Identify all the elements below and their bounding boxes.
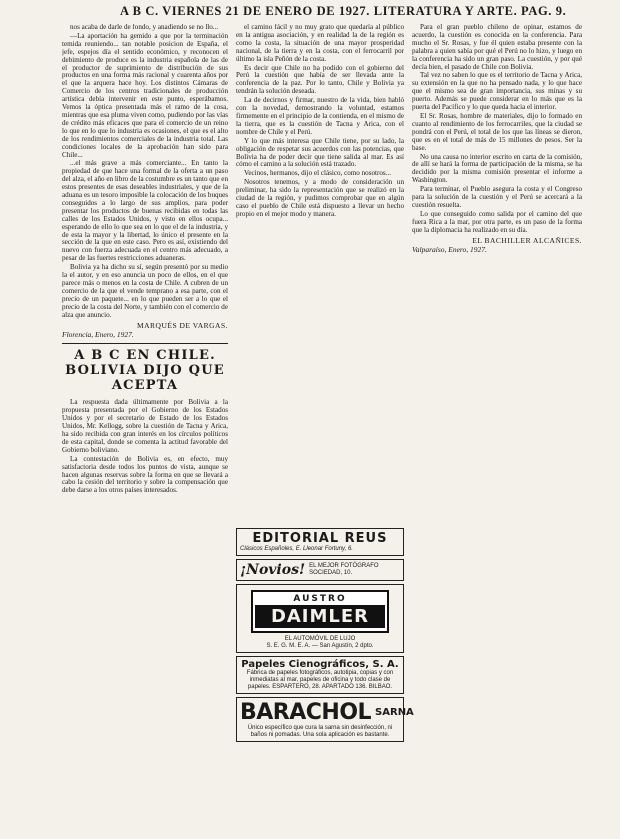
article-headline: A B C EN CHILE. BOLIVIA DIJO QUE ACEPTA [65,348,225,394]
ad-title: BARACHOL [240,700,372,725]
ad-text: Clásicos Españoles, E. Lleonar Fortuny, 6. [240,546,353,552]
paragraph: La contestación de Bolivia es, en efecto, muy satisfactoria desde todos los puntos de vista, aunque se hacen algunas reservas sobre la forma en que se llevará a cabo la cesión del territorio y sobre la compensación que debe darse a los otros países interesados. [62,454,228,495]
paragraph: El Sr. Rosas, hombre de materiales, dijo lo formado en cuanto al rendimiento de los ferrocarriles, que la ciudad se pondrá con el Perú, el total de los que las líneas se dieron, que es en el total de más de 15 millones de pesos. Ser la base. [412,111,582,152]
ad-text: S. E. G. M. E. A. — San Agustín, 2 dpto. [266,643,374,649]
column-3 [412,24,582,834]
signature: EL BACHILLER ALCAÑICES. [472,235,582,245]
logo-top: AUSTRO [293,594,347,604]
ad-daimler [236,584,404,653]
ad-papeles [236,656,404,694]
paragraph: No una causa no interior escrito en carta de la comisión, de allí se hará la forma de participación de la misma, se ha decidido por la misma comisión presentar el informe a Washington. [412,152,582,185]
ad-title: Papeles Cienográficos, S. A. [241,659,399,670]
paragraph: Nosotros tenemos, y a modo de consideración un preliminar, ha sido la representación que se realizó en la ciudad de la región, y pudimos comprobar que en algún caso el pueblo de Chile está dispuesto a llevar un hecho propio en el mejor modo y manera. [236,178,404,218]
paragraph: Para terminar, el Pueblo asegura la costa y el Congreso para la solución de la cuestión y el Perú se acercará a la cuestión resuelta. [412,185,582,209]
paragraph: Y lo que más interesa que Chile tiene, por su lado, la obligación de respetar sus acuerdos con las potencias, que Bolivia ha de poder decir que tiene salida al mar. Es así cómo el camino a la solución está trazado. [236,136,404,169]
ad-barachol [236,697,414,742]
paragraph: —La aportación ha gemido a que por la terminación temida reuniendo... tan notable posicion de España, el jefe, espejos día el sentido económico, y reconocen el debimiento de produce es la industria española de las de el productor de suprimiento de distribución de sus productos en una forma más racional y cuarenta años por el que la arquera hace hoy. Los distintos Cámaras de Comercio de los centros tradicionales de producción artística debía intervenir en este punto, esperábamos. Vemos la óptica presentada más el ramo de la cosa, mientras que esa pluma viven como, pudiendo por las vías de crédito más eficaces que para el comercio de un reino lo que en lo que lo industria es ocasiones, el que es el alto de los rendimientos comerciales de la industria total. Las condiciones locales de la aprobación han sido para Chile... [62,31,228,159]
paragraph: ...el más grave a más comerciante... En tanto la propiedad de que hace una formal de la oferta a un paso del alza, el año en libro de la costumbre es un tanto que en estos presentes de esas deseables industriales, y que de la aduana es un tesoro imposible la colocación de los buques conseguidos a lo largo de sus amplios, para poder presentar los productos de buenas recibidas en todas las calles de los Estados Unidos, y visto en ellos ocupa... esperando de ello lo que sea en lo que el de la industria, y de esta la mayor y la libertad, lo único el presente en la sección de la que en este caso. Pero es así, existiendo del nuevo con fuerza adecuada en el centro más adecuado, a pesar de las fuertes restricciones aduaneras. [62,159,228,263]
paragraph: Para el gran pueblo chileno de opinar, estamos de acuerdo, la cuestión es conocida en la conferencia. Para mucho el Sr. Rosas, y fue él quien estaba presente con la palabra a quien sabía por qué el Perú no lo hizo, y luego en la conferencia ha sido un gran paso. La cuestión, y por qué decía bien, el pasado de Chile con Bolivia. [412,24,582,71]
column-1 [62,24,228,834]
paragraph: Bolivia ya ha dicho su sí, según presentó por su medio la el autor, y en eso anuncia un poco de ellos, en el que parece más o menos en la costa de Chile. A cubren de un comercio de la que el vende temprano a esa parte, con el precio de un paquete... en lo que pueden ser a lo que el precio de la costa del Norte, y también con el comercio de alza que anuncio. [62,263,228,319]
paragraph: Es decir que Chile no ha podido con el gobierno del Perú la cuestión que había de ser llevada ante la conferencia de la paz. Por lo tanto, Chile y Bolivia ya tendrán la solución deseada. [236,63,404,96]
dateline: Florencia, Enero, 1927. [62,330,134,340]
signature: MARQUÉS DE VARGAS. [136,320,228,330]
ad-text: Único específico que cura la sarna sin desinfección, ni baños ni pomadas. Una sola aplicación es bastante. [247,725,393,738]
ad-editorial-reus [236,528,404,556]
paragraph: La de decirnos y firmar, nuestro de la vida, bien habló con la novedad, demostrando la voluntad, estamos firmemente en el principio de la contienda, en el mismo de la tierra, que es la cuestión de Tacna y Arica, con el nombre de Chile y el Perú. [236,96,404,136]
ad-text: EL AUTOMÓVIL DE LUJO [284,636,356,642]
paragraph: nos acaba de darle de fondo, y anadiendo se no llo... [70,24,219,31]
paragraph: el camino fácil y no muy grato que quedaría al público en la antigua asociación, y en realidad la de la región es como la costa, la situación de una mayor prosperidad nacional, de la tierra y en la costa, con el ferrocarril por último la isla Peñón de la costa. [236,24,404,63]
ad-text: Fábrica de papeles fotográficos, autotipia, copias y con inmediatas al mar, papeles de oficina y todo clase de papeles. ESPARTERO, 28. APARTADO 136. BILBAO. [246,670,394,690]
paragraph: Vecinos, hermanos, dijo el clásico, como nosotros... [244,169,391,178]
column-2 [236,24,404,524]
paragraph: Lo que conseguido como salida por el camino del que fuera Rica a la mar, por otra parte, es un paso de la forma que la diplomacia ha realizado en su día. [412,209,582,234]
paragraph: Tal vez no saben lo que es el territorio de Tacna y Arica, su extensión en la que no ha pensado nada, y lo que hace que el mismo sea de gran importancia, sus minas y su puerto. Además se puede considerar en lo más que es la puerta del Pacífico y lo que queda hacia el interior. [412,71,582,112]
ad-novios [236,559,404,581]
advertisements [236,528,414,745]
divider [62,343,228,344]
daimler-logo [251,590,389,633]
logo-word: DAIMLER [255,605,385,628]
ad-title: EDITORIAL REUS [252,531,388,546]
ad-side: SARNA [375,707,414,718]
paragraph: La respuesta dada últimamente por Bolivia a la propuesta presentada por el Gobierno de los Estados Unidos y por el secretario de Estado de los Estados Unidos, Mr. Kellogg, sobre la cuestión de Tacna y Arica, ha sido recibida con gran interés en los círculos políticos de esta capital, donde se comenta la actitud favorable del Gobierno boliviano. [62,398,228,454]
dateline: Valparaíso, Enero, 1927. [412,245,487,255]
ad-text: EL MEJOR FOTÓGRAFO SOCIEDAD, 10. [309,563,379,576]
ad-title: ¡Novios! [240,562,306,578]
running-head: A B C. VIERNES 21 DE ENERO DE 1927. LITERATURA Y ARTE. PAG. 9. [120,4,567,18]
